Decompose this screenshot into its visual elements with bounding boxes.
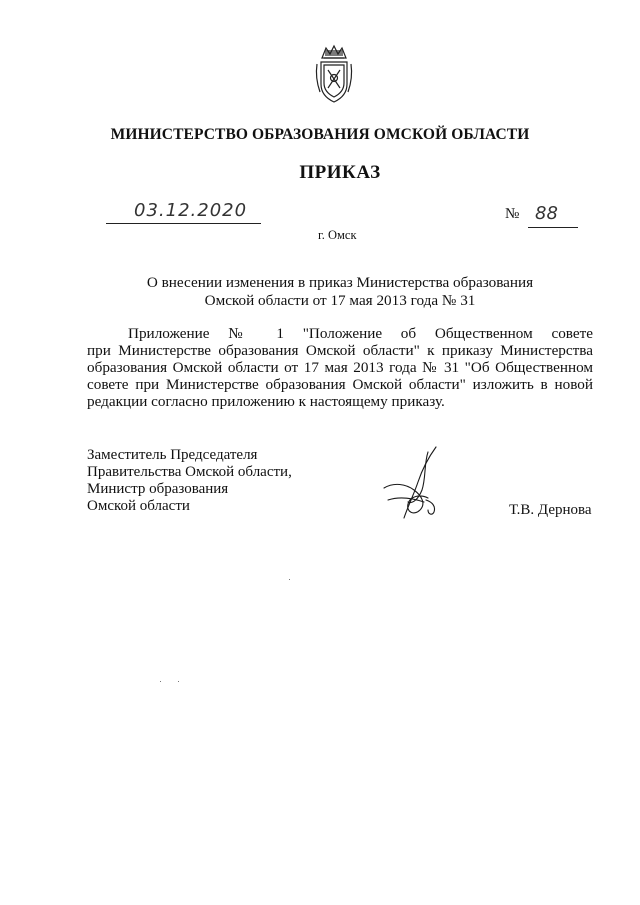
subject-line: О внесении изменения в приказ Министерства образования — [146, 274, 534, 291]
city: г. Омск — [318, 228, 357, 242]
signer-name: Т.В. Дернова — [509, 502, 592, 518]
subject-line: Омской области от 17 мая 2013 года № 31 — [204, 292, 476, 309]
signer-position — [87, 447, 292, 515]
coat-of-arms-emblem — [314, 44, 354, 106]
body-line: Приложение № 1 "Положение об Общественном совете — [128, 325, 593, 342]
scan-speck — [160, 681, 161, 682]
order-subject — [100, 274, 580, 310]
date-underline — [106, 223, 261, 224]
ministry-title: МИНИСТЕРСТВО ОБРАЗОВАНИЯ ОМСКОЙ ОБЛАСТИ — [110, 126, 530, 143]
signer-position-line: Министр образования — [87, 481, 229, 497]
signer-position-line: Заместитель Председателя — [87, 447, 258, 463]
body-line: образования Омской области от 17 мая 2013 года № 31 "Об Общественном — [87, 359, 593, 376]
number-underline — [528, 227, 578, 228]
scan-speck — [178, 681, 179, 682]
body-line: совете при Министерстве образования Омской области" изложить в новой — [87, 376, 593, 393]
handwritten-signature — [378, 444, 448, 522]
number-label: № — [505, 206, 520, 222]
body-line: при Министерстве образования Омской области" к приказу Министерства — [87, 342, 593, 359]
scan-speck — [289, 579, 290, 580]
document-type-title: ПРИКАЗ — [299, 162, 381, 183]
order-body — [87, 325, 593, 410]
order-date: 03.12.2020 — [134, 200, 248, 221]
signer-position-line: Омской области — [87, 498, 190, 514]
body-line: редакции согласно приложению к настоящему приказу. — [87, 393, 445, 410]
signer-position-line: Правительства Омской области, — [87, 464, 292, 480]
order-number: 88 — [535, 203, 558, 224]
